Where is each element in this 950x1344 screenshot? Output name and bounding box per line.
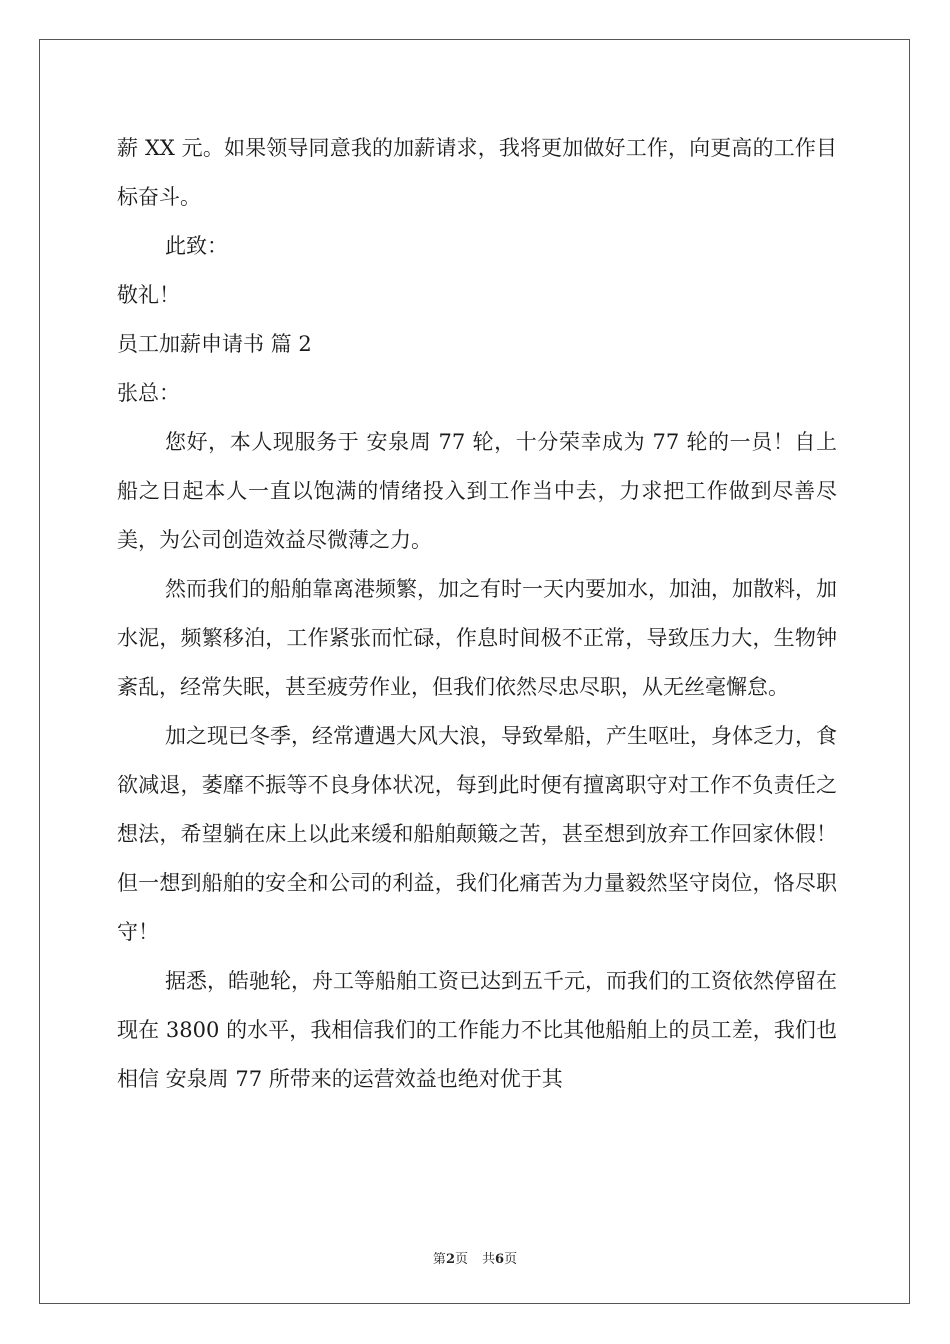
footer-page-prefix: 第: [432, 1252, 446, 1267]
footer-page-suffix: 页: [454, 1252, 468, 1267]
footer-total-number: 6: [495, 1252, 505, 1267]
paragraph-2: 此致：: [165, 234, 228, 258]
paragraph-3: 敬礼！: [117, 283, 180, 307]
section-title: 员工加薪申请书 篇 2: [117, 332, 312, 356]
document-body: [117, 124, 837, 1104]
paragraph-1: 薪 XX 元。如果领导同意我的加薪请求，我将更加做好工作，向更高的工作目标奋斗。: [117, 136, 837, 209]
footer-total-suffix: 页: [504, 1252, 518, 1267]
salutation: 张总：: [117, 381, 180, 405]
footer-page-number: 2: [445, 1252, 455, 1267]
page-footer: [0, 1248, 950, 1267]
paragraph-7: 然而我们的船舶靠离港频繁，加之有时一天内要加水，加油，加散料，加水泥，频繁移泊，工作紧张而忙碌，作息时间极不正常，导致压力大，生物钟紊乱，经常失眠，甚至疲劳作业，但我们依然尽忠尽职，从无丝毫懈怠。: [117, 577, 837, 699]
footer-total-prefix: 共: [482, 1252, 496, 1267]
paragraph-6: 您好，本人现服务于 安泉周 77 轮，十分荣幸成为 77 轮的一员！自上船之日起本人一直以饱满的情绪投入到工作当中去，力求把工作做到尽善尽美，为公司创造效益尽微薄之力。: [117, 430, 837, 552]
paragraph-8: 加之现已冬季，经常遭遇大风大浪，导致晕船，产生呕吐，身体乏力，食欲减退，萎靡不振等不良身体状况，每到此时便有擅离职守对工作不负责任之想法，希望躺在床上以此来缓和船舶颠簸之苦，甚至想到放弃工作回家休假！但一想到船舶的安全和公司的利益，我们化痛苦为力量毅然坚守岗位，恪尽职守！: [117, 724, 837, 944]
paragraph-9: 据悉，皓驰轮，舟工等船舶工资已达到五千元，而我们的工资依然停留在现在 3800 的水平，我相信我们的工作能力不比其他船舶上的员工差，我们也相信 安泉周 77 所带来的运营效益也绝对优于其: [117, 969, 837, 1091]
